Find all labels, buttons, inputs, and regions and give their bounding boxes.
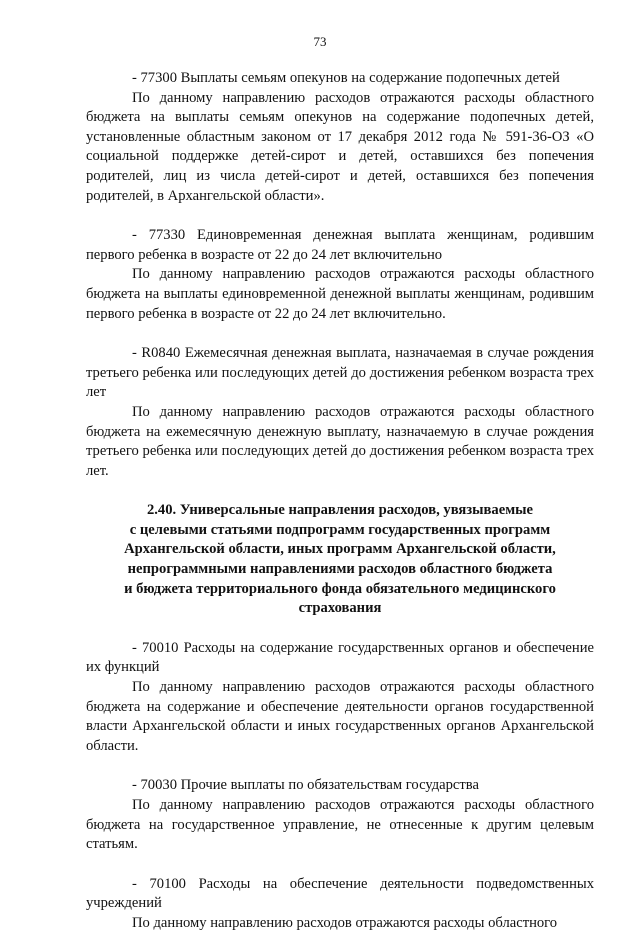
heading-line: 2.40. Универсальные направления расходов, увязываемые xyxy=(146,502,534,519)
item-77330-title: - 77330 Единовременная денежная выплата женщинам, родившим первого ребенка в возрасте от 22 до 24 лет включительно xyxy=(86,227,594,263)
heading-line: Архангельской области, иных программ Архангельской области, xyxy=(124,541,556,558)
item-77300-description: По данному направлению расходов отражаются расходы областного бюджета на выплаты семьям опекунов на содержание подопечных детей, установленные областным законом от 17 декабря 2012 года № 591-36-ОЗ «О социальной поддержке детей-сирот и детей, оставшихся без попечения родителей, лиц из числа детей-сирот и детей, оставшихся без попечения родителей, в Архангельской области». xyxy=(86,89,594,204)
heading-line: и бюджета территориального фонда обязательного медицинского xyxy=(124,580,556,597)
page-number: 73 xyxy=(313,34,327,49)
item-70010-title: - 70010 Расходы на содержание государственных органов и обеспечение их функций xyxy=(86,639,594,676)
heading-line: страхования xyxy=(298,600,382,617)
item-70100-title: - 70100 Расходы на обеспечение деятельности подведомственных учреждений xyxy=(86,875,594,912)
item-70010-description: По данному направлению расходов отражаются расходы областного бюджета на содержание и обеспечение деятельности органов государственной власти Архангельской области и иных государственных органов Архангельской области. xyxy=(86,679,594,754)
item-70100-description: По данному направлению расходов отражаются расходы областного xyxy=(132,914,558,931)
item-r0840-description: По данному направлению расходов отражаются расходы областного бюджета на ежемесячную денежную выплату, назначаемую в случае рождения третьего ребенка или последующих детей до достижения ребенком возраста трех лет. xyxy=(86,403,594,479)
item-77330-description: По данному направлению расходов отражаются расходы областного бюджета на выплаты единовременной денежной выплаты женщинам, родившим первого ребенка в возрасте от 22 до 24 лет включительно. xyxy=(86,266,594,322)
item-r0840-title: - R0840 Ежемесячная денежная выплата, назначаемая в случае рождения третьего ребенка или последующих детей до достижения ребенком возраста трех лет xyxy=(86,345,594,401)
item-70030-title: - 70030 Прочие выплаты по обязательствам государства xyxy=(132,777,479,794)
heading-line: непрограммными направлениями расходов областного бюджета xyxy=(127,561,553,578)
item-77300-title: - 77300 Выплаты семьям опекунов на содержание подопечных детей xyxy=(132,70,560,86)
document-body xyxy=(86,69,594,934)
section-heading xyxy=(86,501,594,619)
heading-line: с целевыми статьями подпрограмм государственных программ xyxy=(129,521,551,538)
item-70030-description: По данному направлению расходов отражаются расходы областного бюджета на государственное управление, не отнесенные к другим целевым статьям. xyxy=(86,797,594,853)
